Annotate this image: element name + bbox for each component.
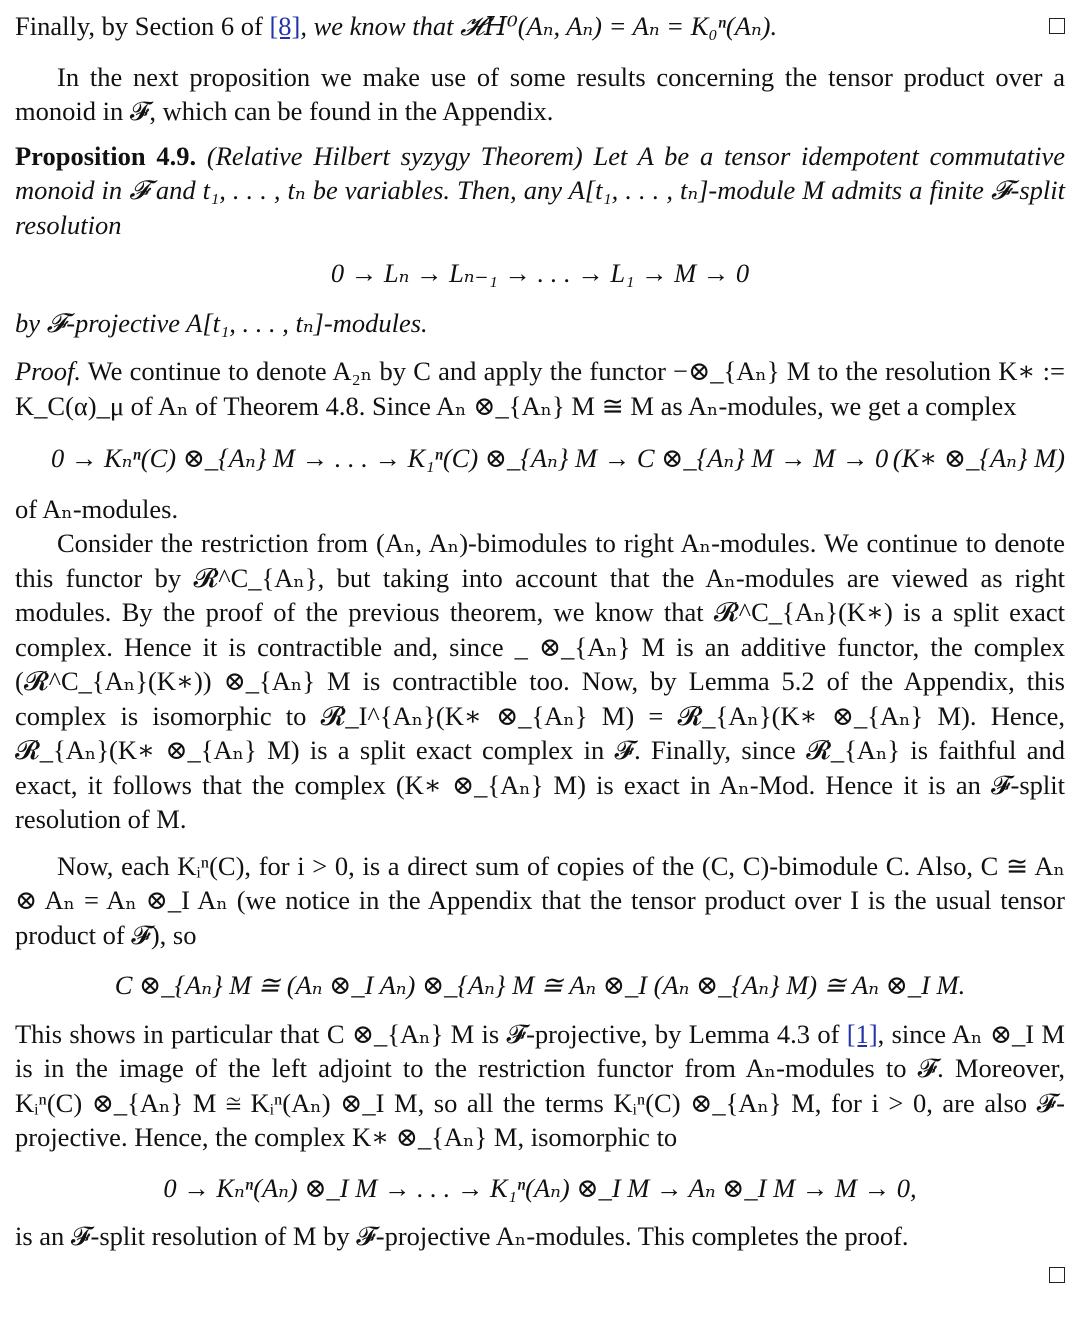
qed-square-icon (1049, 18, 1065, 34)
complex-equation (15, 441, 1065, 476)
resolution-equation: 0 → Kₙⁿ(Aₙ) ⊗_I M → . . . → K₁ⁿ(Aₙ) ⊗_I M → Aₙ ⊗_I M → M → 0, (163, 1172, 917, 1203)
qed-end (15, 1256, 1065, 1291)
line-section6-prefix: Finally, by Section 6 of (15, 11, 270, 41)
citation-8[interactable]: [8] (269, 11, 301, 41)
complex-equation-tag: (K∗ ⊗_{Aₙ} M) (892, 443, 1065, 473)
line-section6 (15, 9, 1065, 44)
proof-paragraph-1 (15, 354, 1065, 423)
citation-1[interactable]: [1] (846, 1018, 878, 1049)
proposition-tail: by 𝓕-projective A[t₁, . . . , tₙ]-modules. (15, 307, 428, 338)
complex-equation-body: 0 → Kₙⁿ(C) ⊗_{Aₙ} M → . . . → K₁ⁿ(C) ⊗_{Aₙ} M → C ⊗_{Aₙ} M → M → 0 (51, 443, 889, 473)
proof-paragraph-4 (15, 1017, 1065, 1155)
proposition-equation: 0 → Lₙ → Lₙ₋₁ → . . . → L₁ → M → 0 (330, 258, 750, 288)
proof-p4-a: This shows in particular that C ⊗_{Aₙ} M is 𝓕-projective, by Lemma 4.3 of (15, 1018, 847, 1049)
proof-paragraph-3: Now, each Kᵢⁿ(C), for i > 0, is a direct sum of copies of the (C, C)-bimodule C. Also, C ≅ Aₙ ⊗ Aₙ = Aₙ ⊗_I Aₙ (we notice in the Appendix that the tensor product over I is the usual tensor product of 𝓕), so (15, 850, 1065, 950)
proof-p4-b: , since Aₙ ⊗_I M is in the image of the left adjoint to the restriction functor from Aₙ-modules to 𝓕. Moreover, Kᵢⁿ(C) ⊗_{Aₙ} M ≅ Kᵢⁿ(Aₙ) ⊗_I M, so all the terms Kᵢⁿ(C) ⊗_{Aₙ} M, for i > 0, are also 𝓕-projective. Hence, the complex K∗ ⊗_{Aₙ} M, isomorphic to (15, 1018, 1065, 1152)
line-section6-math: , we know that 𝓗𝐻⁰(Aₙ, Aₙ) = Aₙ = K₀ⁿ(Aₙ). (300, 11, 778, 41)
proposition-label: Proposition 4.9. (15, 140, 197, 171)
proof-label: Proof. (15, 356, 82, 386)
proof-paragraph-5: is an 𝓕-split resolution of M by 𝓕-projective Aₙ-modules. This completes the proof. (15, 1221, 909, 1251)
proof-p1b: of Aₙ-modules. (15, 493, 179, 524)
paper-page (15, 0, 1065, 1290)
paragraph-next-proposition: In the next proposition we make use of some results concerning the tensor product over a monoid in 𝓕, which can be found in the Appendix. (15, 61, 1065, 126)
proposition-4-9 (15, 139, 1065, 243)
qed-square-end-icon (1049, 1267, 1065, 1283)
proof-paragraph-2: Consider the restriction from (Aₙ, Aₙ)-bimodules to right Aₙ-modules. We continue to denote this functor by 𝓡^C_{Aₙ}, but taking into account that the Aₙ-modules are viewed as right modules. By the proof of the previous theorem, we know that 𝓡^C_{Aₙ}(K∗) is a split exact complex. Hence it is contractible and, since _ ⊗_{Aₙ} M is an additive functor, the complex (𝓡^C_{Aₙ}(K∗)) ⊗_{Aₙ} M is contractible too. Now, by Lemma 5.2 of the Appendix, this complex is isomorphic to 𝓡_I^{Aₙ}(K∗ ⊗_{Aₙ} M) = 𝓡_{Aₙ}(K∗ ⊗_{Aₙ} M). Hence, 𝓡_{Aₙ}(K∗ ⊗_{Aₙ} M) is a split exact complex in 𝓕. Finally, since 𝓡_{Aₙ} is faithful and exact, it follows that the complex (K∗ ⊗_{Aₙ} M) is exact in Aₙ-Mod. Hence it is an 𝓕-split resolution of M. (15, 528, 1065, 834)
proposition-text: (Relative Hilbert syzygy Theorem) Let A be a tensor idempotent commutative monoid in 𝓕 and t₁, . . . , tₙ be variables. Then, any A[t₁, . . . , tₙ]-module M admits a finite 𝓕-split resolution (15, 140, 1066, 240)
tensor-iso-equation: C ⊗_{Aₙ} M ≅ (Aₙ ⊗_I Aₙ) ⊗_{Aₙ} M ≅ Aₙ ⊗_I (Aₙ ⊗_{Aₙ} M) ≅ Aₙ ⊗_I M. (114, 970, 966, 1000)
proof-p1-text: We continue to denote A₂ₙ by C and apply the functor −⊗_{Aₙ} M to the resolution K∗ := K_C(α)_μ of Aₙ of Theorem 4.8. Since Aₙ ⊗_{Aₙ} M ≅ M as Aₙ-modules, we get a complex (15, 356, 1065, 421)
